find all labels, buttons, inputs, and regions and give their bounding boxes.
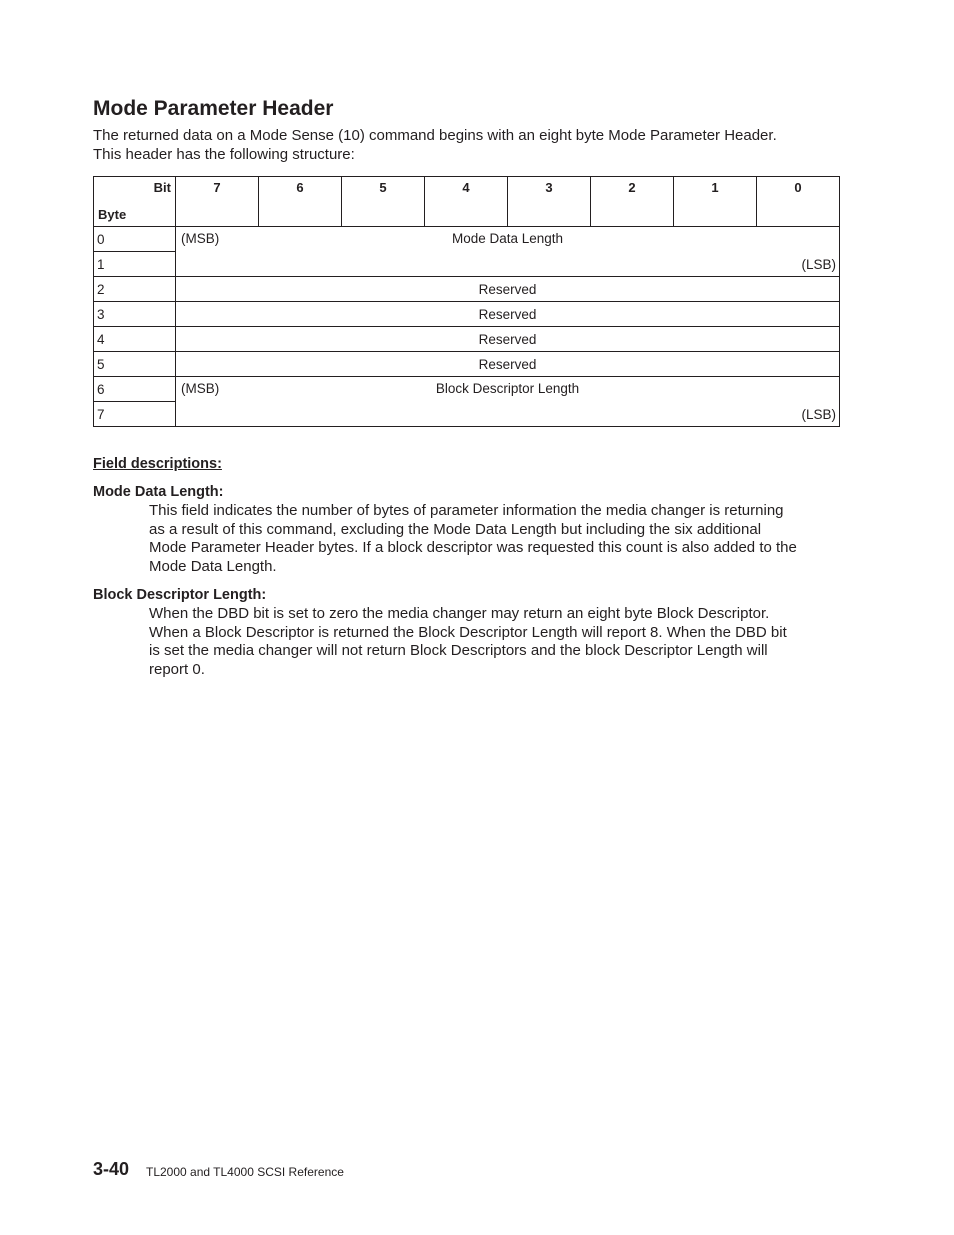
byte-label: Byte [98, 207, 127, 222]
bit-header: 7 [176, 177, 259, 227]
reserved-field: Reserved [176, 277, 840, 302]
byte-number: 1 [94, 252, 176, 277]
block-descriptor-length-field [176, 377, 840, 427]
byte-number: 2 [94, 277, 176, 302]
byte-number: 4 [94, 327, 176, 352]
byte-number: 5 [94, 352, 176, 377]
table-corner-cell [94, 177, 176, 227]
byte-number: 7 [94, 402, 176, 427]
definition-text [149, 502, 849, 577]
byte-number: 6 [94, 377, 176, 402]
table-row [94, 327, 840, 352]
field-descriptions-heading: Field descriptions: [93, 456, 222, 472]
intro-paragraph [93, 126, 853, 164]
bit-header: 6 [259, 177, 342, 227]
field-name: Block Descriptor Length [435, 381, 580, 396]
reserved-field: Reserved [176, 302, 840, 327]
definition-text [149, 605, 849, 680]
field-name: Mode Data Length [451, 231, 564, 246]
intro-line: This header has the following structure: [93, 146, 355, 163]
definition-line: is set the media changer will not return Block Descriptors and the block Descriptor Length will [149, 642, 768, 660]
reserved-field: Reserved [176, 352, 840, 377]
definition-term: Mode Data Length: [93, 484, 224, 500]
bit-header: 0 [757, 177, 840, 227]
lsb-marker: (LSB) [801, 407, 836, 422]
bit-header: 4 [425, 177, 508, 227]
bit-header: 2 [591, 177, 674, 227]
table-header-row [94, 177, 840, 227]
intro-line: The returned data on a Mode Sense (10) command begins with an eight byte Mode Parameter Header. [93, 127, 777, 144]
definition-term: Block Descriptor Length: [93, 587, 267, 603]
definition-line: Mode Parameter Header bytes. If a block descriptor was requested this count is also added to the [149, 539, 797, 557]
bit-header: 5 [342, 177, 425, 227]
table-row [94, 277, 840, 302]
table-row [94, 377, 840, 402]
table-row [94, 352, 840, 377]
msb-marker: (MSB) [181, 381, 220, 396]
definition-line: as a result of this command, excluding the Mode Data Length but including the six additional [149, 520, 762, 538]
byte-number: 3 [94, 302, 176, 327]
page-number: 3-40 [93, 1159, 130, 1179]
bit-header: 1 [674, 177, 757, 227]
msb-marker: (MSB) [181, 231, 220, 246]
byte-number: 0 [94, 227, 176, 252]
definition-line: When the DBD bit is set to zero the media changer may return an eight byte Block Descriptor. [149, 605, 770, 622]
document-title: TL2000 and TL4000 SCSI Reference [146, 1165, 344, 1179]
reserved-field: Reserved [176, 327, 840, 352]
lsb-marker: (LSB) [801, 257, 836, 272]
bit-label: Bit [153, 180, 171, 195]
definition-line: report 0. [149, 661, 205, 679]
table-row [94, 302, 840, 327]
definition-line: This field indicates the number of bytes of parameter information the media changer is returning [149, 502, 784, 519]
mode-data-length-field [176, 227, 840, 277]
table-row [94, 227, 840, 252]
mode-parameter-header-table [93, 176, 840, 427]
definition-line: Mode Data Length. [149, 558, 277, 576]
page-title: Mode Parameter Header [93, 97, 334, 120]
definition-line: When a Block Descriptor is returned the Block Descriptor Length will report 8. When the DBD bit [149, 623, 787, 641]
bit-header: 3 [508, 177, 591, 227]
